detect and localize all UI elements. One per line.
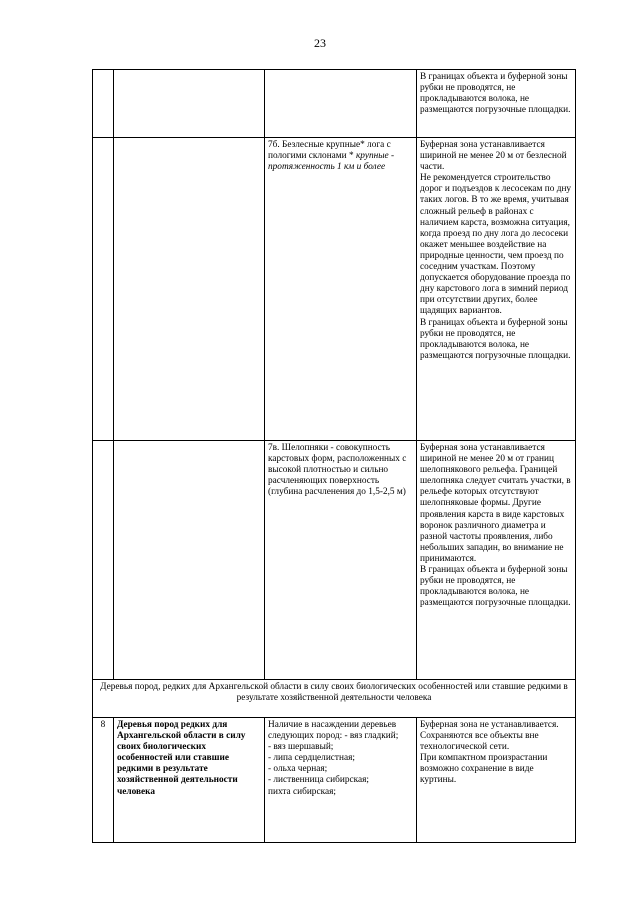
- list-item: - вяз шершавый;: [268, 742, 334, 753]
- criteria-intro: Наличие в насаждении деревьев следующих пород: - вяз гладкий;: [268, 720, 399, 742]
- criteria-text: 7в. Шелопняки - совокупность карстовых форм, расположенных с высокой плотностью и сильно расчленяющих поверхность (глубина расчленения до 1,5-2,5 м): [268, 443, 407, 498]
- list-item: - ольха черная;: [268, 764, 328, 775]
- buffer-zone-cell: [417, 718, 576, 843]
- buffer-zone-cell: [417, 70, 576, 138]
- criteria-text: 7б. Безлесные крупные* лога с пологими склонами *: [268, 140, 391, 162]
- zone-text: В границах объекта и буферной зоны рубки не проводятся, не прокладываются волока, не размещаются погрузочные площадки.: [420, 72, 571, 116]
- row-number: 8: [93, 718, 114, 843]
- zone-line: Буферная зона не устанавливается.: [420, 720, 559, 730]
- table-row-7b: [93, 138, 576, 441]
- object-name-cell: [114, 441, 265, 680]
- object-name-cell: Деревья пород редких для Архангельской области в силу своих биологических особенностей или ставшие редкими в результате хозяйственной деятельности человека: [114, 718, 265, 843]
- zone-line: Буферная зона устанавливается шириной не менее 20 м от безлесной части.: [420, 140, 567, 173]
- criteria-cell: [265, 138, 417, 441]
- zone-line: Сохраняются все объекты вне технологической сети.: [420, 731, 539, 753]
- table-row-7v: [93, 441, 576, 680]
- criteria-cell: [265, 441, 417, 680]
- object-name-cell: [114, 138, 265, 441]
- number-cell: [93, 70, 114, 138]
- zone-line: Не рекомендуется строительство дорог и подъездов к лесосекам по дну таких логов. В то же время, учитывая сложный рельеф в районах с наличием карста, возможна ситуация, когда проезд по дну лога до лесосеки окажет меньшее воздействие на природные ценности, чем проезд по соседним участкам. Поэтому допускается оборудование проезда по дну карстового лога в зимний период при отсутствии других, более щадящих вариантов.: [420, 173, 572, 317]
- criteria-italic-note: крупные - протяженность 1 км и более: [268, 151, 395, 173]
- number-cell: [93, 441, 114, 680]
- criteria-cell: [265, 718, 417, 843]
- buffer-zone-cell: [417, 441, 576, 680]
- list-item: пихта сибирская;: [268, 786, 336, 797]
- object-name-cell: [114, 70, 265, 138]
- list-item: - липа сердцелистная;: [268, 753, 355, 764]
- zone-line: В границах объекта и буферной зоны рубки не проводятся, не прокладываются волока, не размещаются погрузочные площадки.: [420, 317, 571, 361]
- page-number: 23: [314, 36, 326, 50]
- section-header-row: [93, 680, 576, 718]
- zone-line: Буферная зона устанавливается шириной не менее 20 м от границ шелопнякового рельефа. Границей шелопняка следует считать участки, в рельефе которых отсутствуют шелопняковые формы. Другие проявления карста в виде карстовых воронок различного диаметра и разной частоты проявления, либо небольших западин, во внимание не принимаются.: [420, 443, 571, 564]
- section-header: Деревья пород, редких для Архангельской области в силу своих биологических особенностей или ставшие редкими в результате хозяйственной деятельности человека: [93, 680, 576, 718]
- buffer-zone-cell: [417, 138, 576, 441]
- zone-line: В границах объекта и буферной зоны рубки не проводятся, не прокладываются волока, не размещаются погрузочные площадки.: [420, 565, 571, 609]
- species-list: [268, 742, 413, 797]
- list-item: - лиственница сибирская;: [268, 775, 369, 786]
- criteria-cell: [265, 70, 417, 138]
- hcv-table: [92, 69, 576, 843]
- table-row-8: [93, 718, 576, 843]
- table-row-continuation: [93, 70, 576, 138]
- number-cell: [93, 138, 114, 441]
- zone-line: При компактном произрастании возможно сохранение в виде куртины.: [420, 753, 548, 786]
